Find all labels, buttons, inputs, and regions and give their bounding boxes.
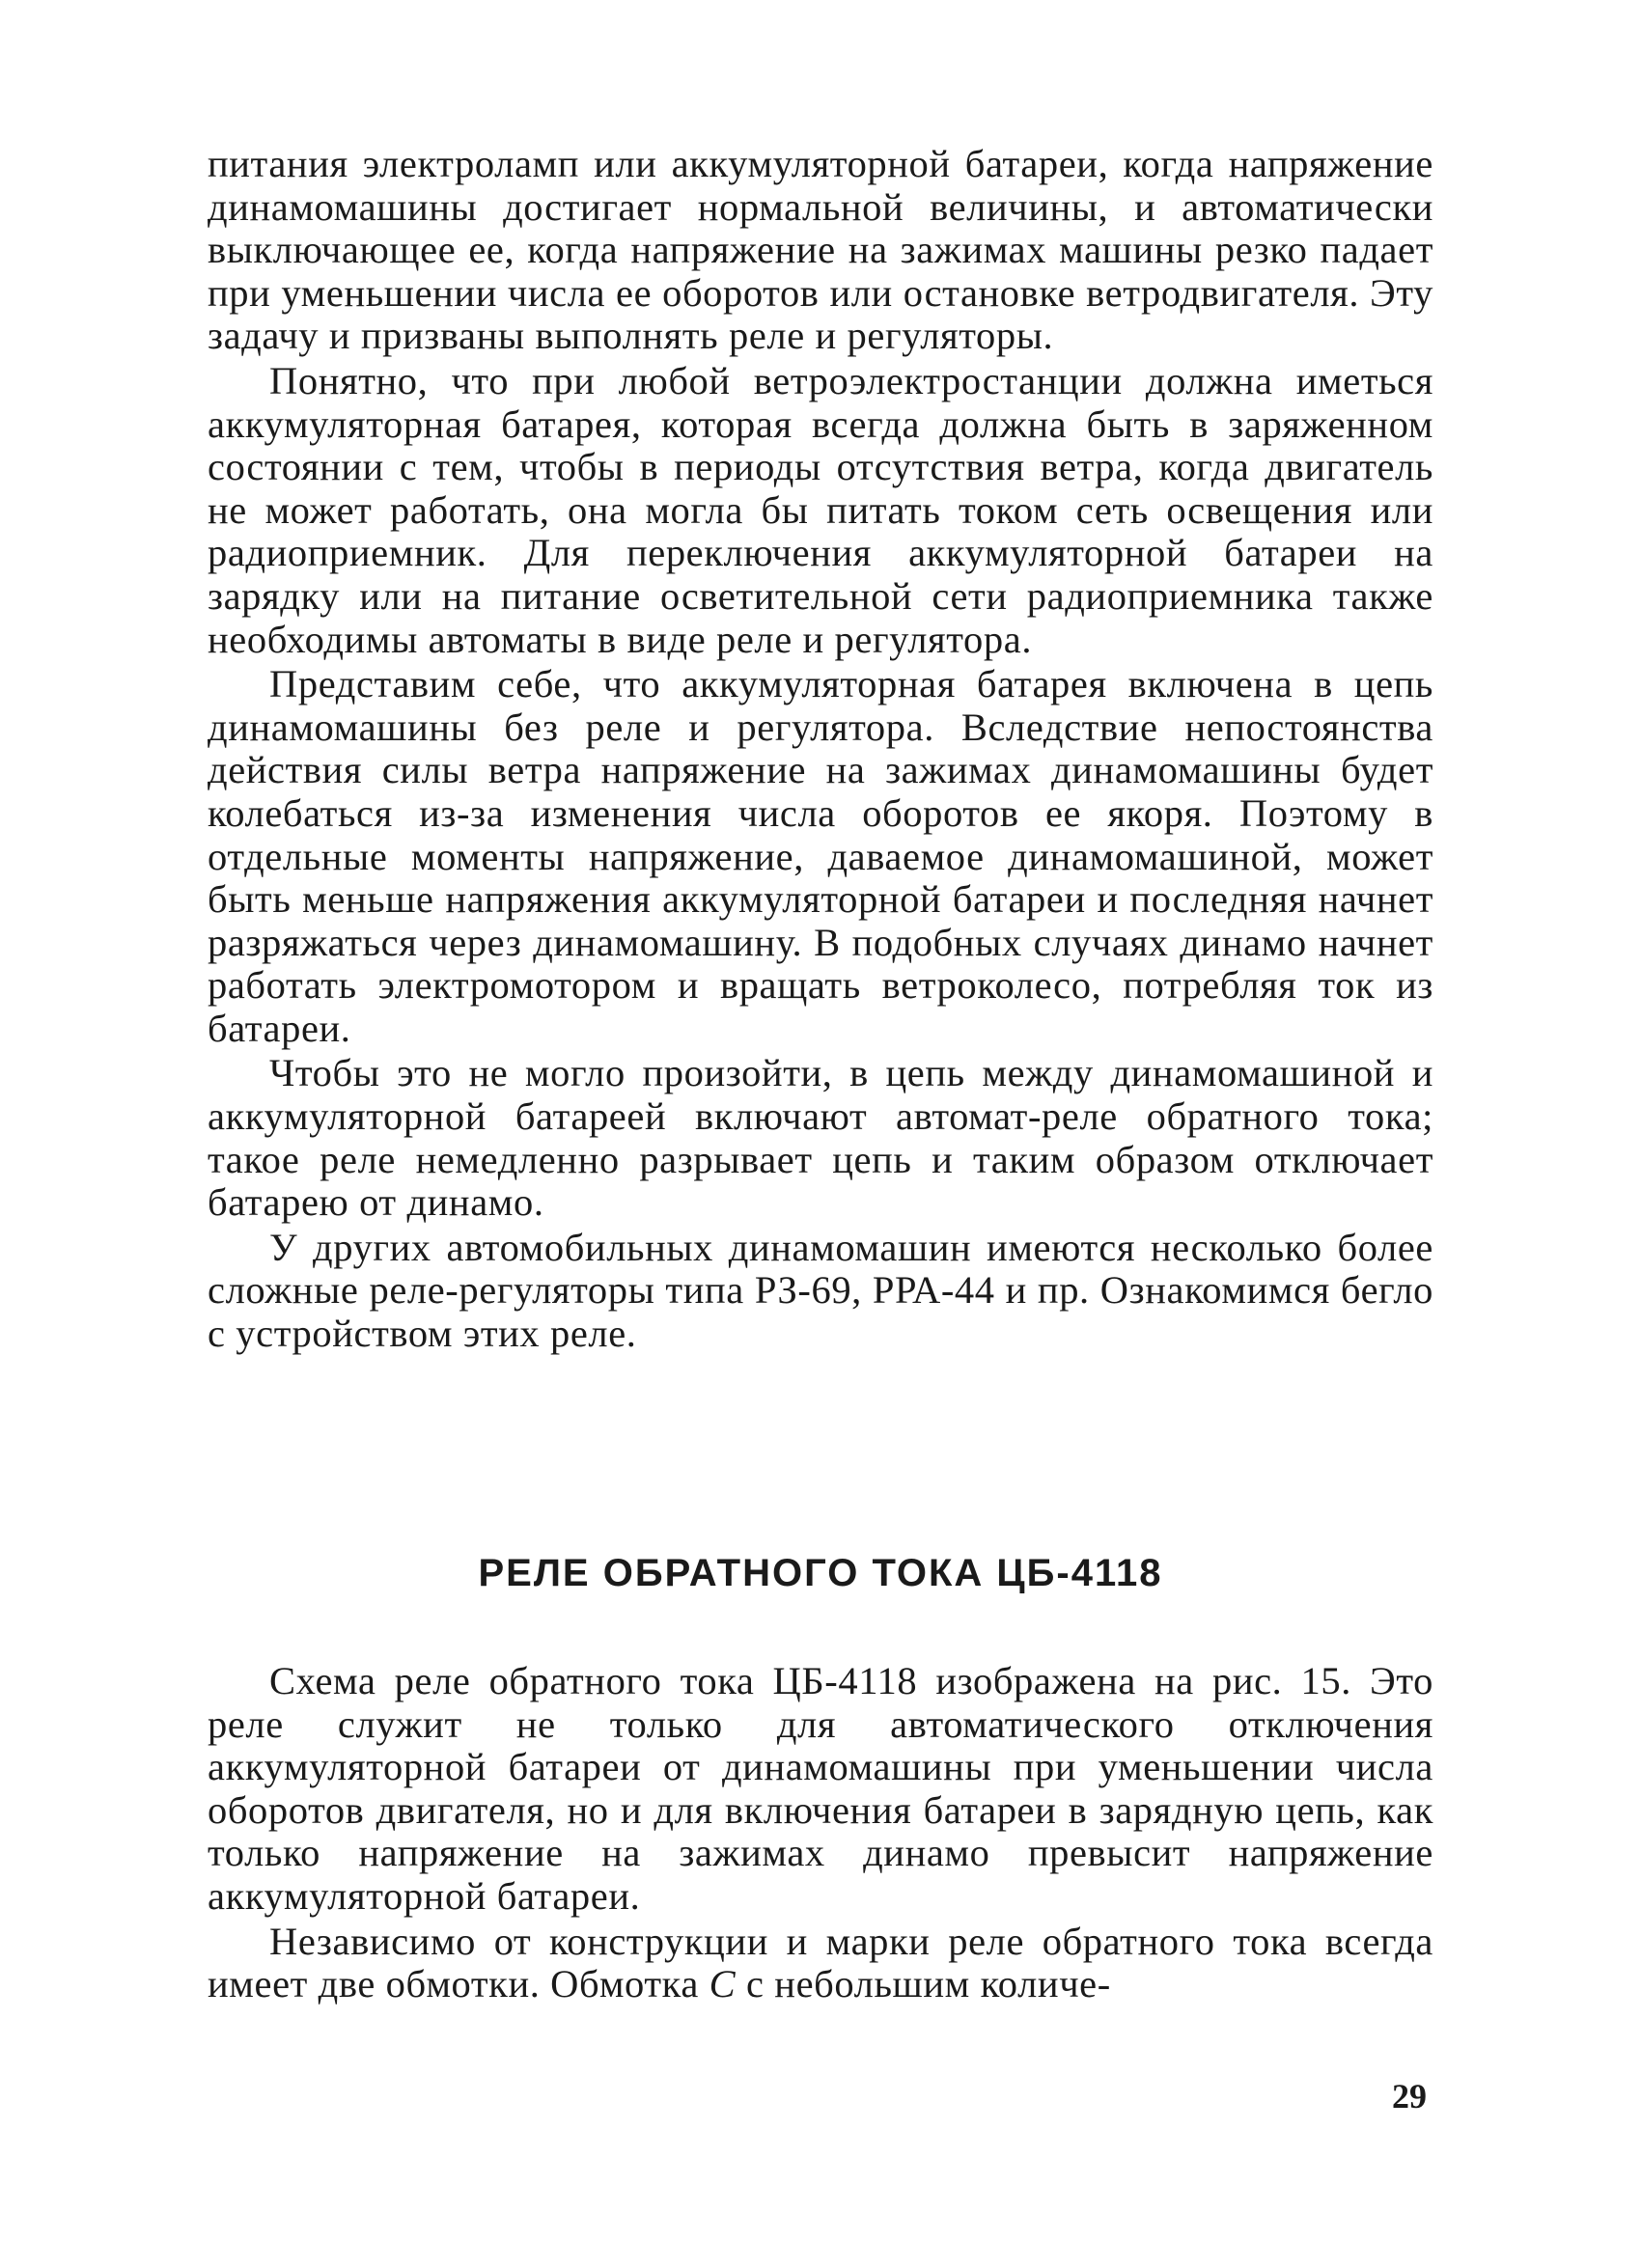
paragraph-last [208, 1921, 1433, 2006]
winding-symbol: С [709, 1962, 737, 2006]
paragraph-last-text-a: Независимо от конструкции и марки реле обратного тока всегда имеет две обмотки. Обмотка [208, 1919, 1433, 2006]
paragraph: Представим себе, что аккумуляторная батарея включена в цепь динамомашины без реле и регулятора. Вследствие непостоянства действия силы ветра напряжение на зажимах динамомашины будет колебаться из-за изменения числа оборотов ее якоря. Поэтому в отдельные моменты напряжение, даваемое динамомашиной, может быть меньше напряжения аккумуляторной батареи и последняя начнет разряжаться через динамомашину. В подобных случаях динамо начнет работать электромотором и вращать ветроколесо, потребляя ток из батареи. [208, 662, 1433, 1050]
paragraph-continuation: питания электроламп или аккумуляторной батареи, когда напряжение динамомашины достигает нормальной величины, и автоматически выключающее ее, когда напряжение на зажимах машины резко падает при уменьшении числа ее оборотов или остановке ветродвигателя. Эту задачу и призваны выполнять реле и регуляторы. [208, 142, 1433, 358]
paragraph: Схема реле обратного тока ЦБ-4118 изображена на рис. 15. Это реле служит не только для автоматического отключения аккумуляторной батареи от динамомашины при уменьшении числа оборотов двигателя, но и для включения батареи в зарядную цепь, как только напряжение на зажимах динамо превысит напряжение аккумуляторной батареи. [208, 1659, 1433, 1918]
body-text-top [208, 143, 1433, 1358]
paragraph: Понятно, что при любой ветроэлектростанции должна иметься аккумуляторная батарея, которая всегда должна быть в заряженном состоянии с тем, чтобы в периоды отсутствия ветра, когда двигатель не может работать, она могла бы питать током сеть освещения или радиоприемник. Для переключения аккумуляторной батареи на зарядку или на питание осветительной сети радиоприемника также необходимы автоматы в виде реле и регулятора. [208, 358, 1433, 661]
paragraph: Чтобы это не могло произойти, в цепь между динамомашиной и аккумуляторной батареей включают автомат-реле обратного тока; такое реле немедленно разрывает цепь и таким образом отключает батарею от динамо. [208, 1051, 1433, 1225]
page-number: 29 [1392, 2077, 1427, 2116]
body-text-bottom [208, 1660, 1433, 2008]
section-heading: РЕЛЕ ОБРАТНОГО ТОКА ЦБ-4118 [478, 1552, 1163, 1594]
paragraph: У других автомобильных динамомашин имеются несколько более сложные реле-регуляторы типа РЗ-69, РРА-44 и пр. Ознакомимся бегло с устройством этих реле. [208, 1225, 1433, 1356]
paragraph-last-text-b: с небольшим количе- [736, 1962, 1111, 2006]
